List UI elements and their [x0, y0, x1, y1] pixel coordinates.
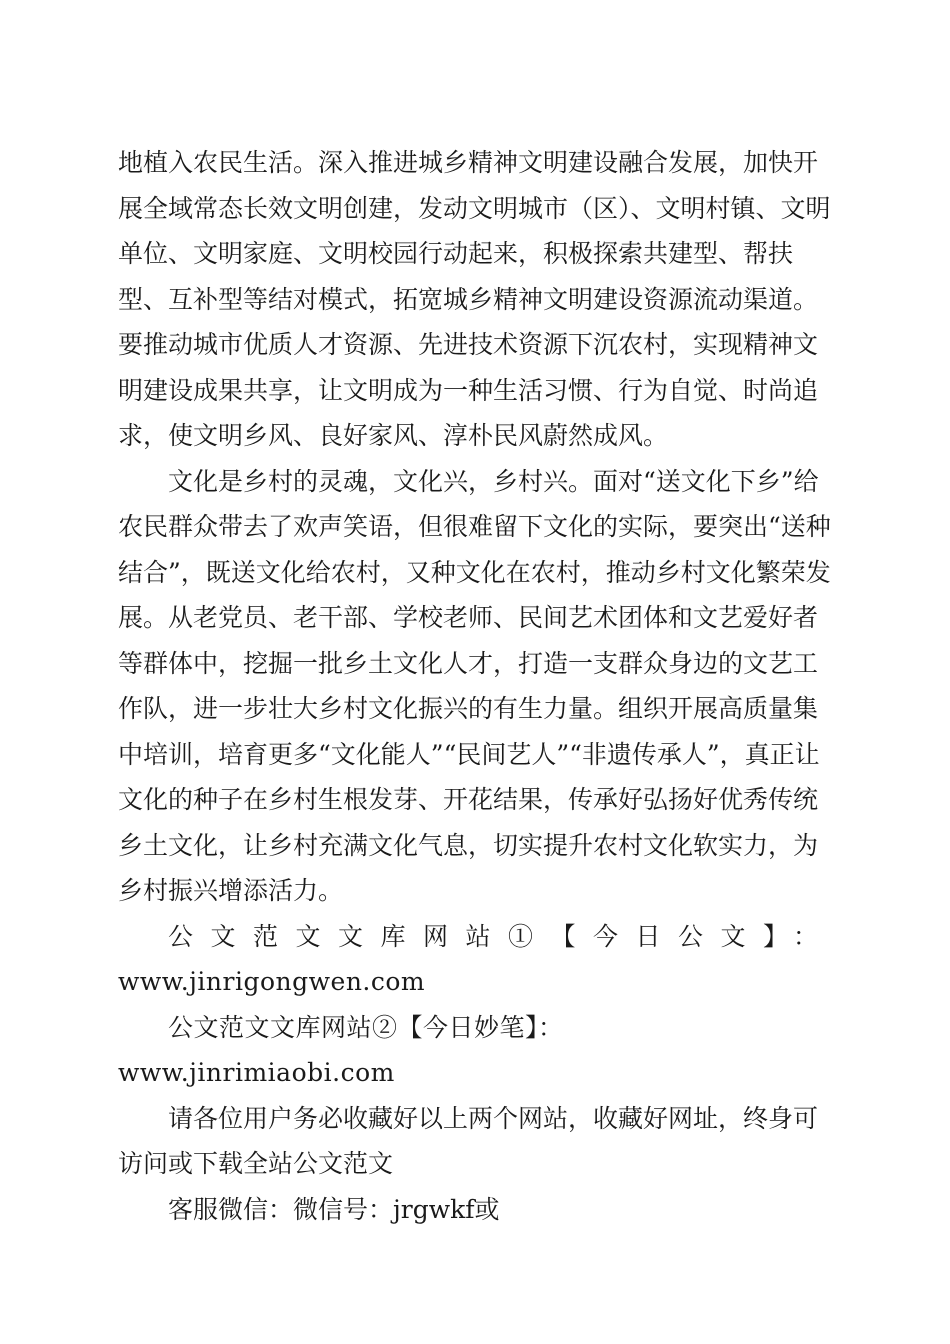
- document-body: [118, 140, 832, 1232]
- paragraph-continued: 地植入农民生活。深入推进城乡精神文明建设融合发展，加快开展全域常态长效文明创建，发动文明城市（区）、文明村镇、文明单位、文明家庭、文明校园行动起来，积极探索共建型、帮扶型、互补型等结对模式，拓宽城乡精神文明建设资源流动渠道。要推动城市优质人才资源、先进技术资源下沉农村，实现精神文明建设成果共享，让文明成为一种生活习惯、行为自觉、时尚追求，使文明乡风、良好家风、淳朴民风蔚然成风。: [118, 148, 831, 450]
- bookmark-notice: 请各位用户务必收藏好以上两个网站，收藏好网址，终身可访问或下载全站公文范文: [118, 1103, 819, 1178]
- paragraph-culture: 文化是乡村的灵魂，文化兴，乡村兴。面对“送文化下乡”给农民群众带去了欢声笑语，但很难留下文化的实际，要突出“送种结合”，既送文化给农村，又种文化在农村，推动乡村文化繁荣发展。从老党员、老干部、学校老师、民间艺术团体和文艺爱好者等群体中，挖掘一批乡土文化人才，打造一支群众身边的文艺工作队，进一步壮大乡村文化振兴的有生力量。组织开展高质量集中培训，培育更多“文化能人”“民间艺人”“非遗传承人”，真正让文化的种子在乡村生根发芽、开花结果，传承好弘扬好优秀传统乡土文化，让乡村充满文化气息，切实提升农村文化软实力，为乡村振兴增添活力。: [118, 466, 831, 905]
- site2-line[interactable]: 公文范文文库网站②【今日妙笔】：www.jinrimiaobi.com: [118, 1012, 564, 1087]
- site1-url[interactable]: www.jinrigongwen.com: [118, 967, 426, 996]
- site1-label: 公文范文文库网站①【今日公文】：: [168, 921, 832, 951]
- customer-service: 客服微信：微信号：jrgwkf或: [168, 1194, 500, 1224]
